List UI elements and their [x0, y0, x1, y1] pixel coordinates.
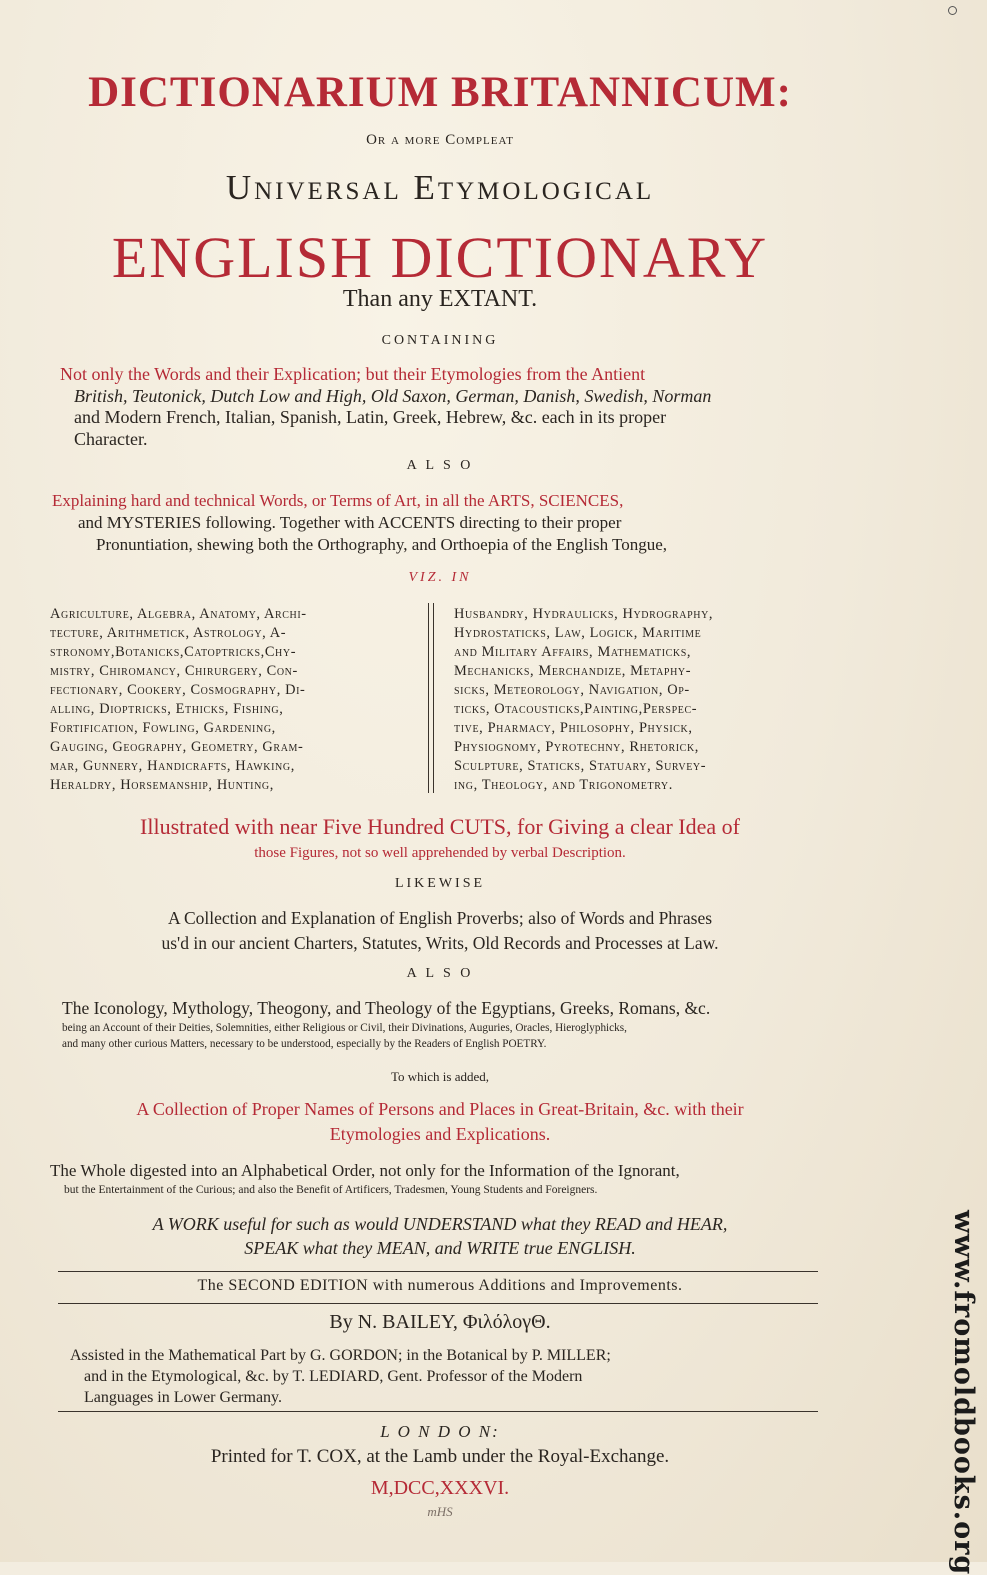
than-any-extant: Than any EXTANT. [342, 286, 538, 312]
proper-names-line: Etymologies and Explications. [329, 1124, 551, 1144]
author-text: By N. BAILEY, ΦιλόλογΘ. [329, 1311, 551, 1333]
subject-line: mar, Gunnery, Handicrafts, Hawking, [50, 758, 295, 774]
illustrated-subline: those Figures, not so well apprehended by verbal Description. [254, 845, 626, 861]
subject-line: Physiognomy, Pyrotechny, Rhetorick, [454, 739, 699, 755]
viz-in-heading: VIZ. IN [408, 570, 472, 585]
subtitle-or-more-compleat: Or a more Compleat [366, 132, 514, 148]
subject-line: Fortification, Fowling, Gardening, [50, 720, 276, 736]
main-title: ENGLISH DICTIONARY [111, 225, 769, 290]
alphabetical-line: but the Entertainment of the Curious; and also the Benefit of Artificers, Tradesmen, Young Students and Foreigners. [64, 1184, 598, 1196]
subject-line: mistry, Chiromancy, Chirurgery, Con- [50, 663, 298, 679]
assisted-paragraph [70, 1345, 820, 1408]
subject-line: Agriculture, Algebra, Anatomy, Archi- [50, 606, 307, 622]
proverbs-line: us'd in our ancient Charters, Statutes, Writs, Old Records and Processes at Law. [161, 933, 719, 953]
arts-paragraph [52, 490, 822, 556]
work-line: SPEAK what they MEAN, and WRITE true ENGLISH. [244, 1238, 636, 1258]
subject-line: ticks, Otacousticks,Painting,Perspec- [454, 701, 698, 717]
proper-names-line: A Collection of Proper Names of Persons and Places in Great-Britain, &c. with their [136, 1099, 744, 1119]
subject-line: and Military Affairs, Mathematicks, [454, 644, 692, 660]
subjects-left-column [50, 605, 420, 795]
contents-line: Character. [74, 428, 148, 449]
iconology-line: and many other curious Matters, necessary to be understood, especially by the Readers of English POETRY. [62, 1038, 547, 1050]
proverbs-line: A Collection and Explanation of English Proverbs; also of Words and Phrases [167, 908, 713, 928]
iconology-line: being an Account of their Deities, Solemnities, either Religious or Civil, their Divinations, Auguries, Oracles, Hieroglyphicks, [62, 1022, 627, 1034]
author-line [40, 1311, 840, 1334]
column-divider-right [433, 603, 434, 793]
iconology-paragraph [62, 996, 822, 1052]
alphabetical-paragraph [50, 1160, 830, 1198]
rule-above-imprint [58, 1411, 818, 1412]
illustrated-line: Illustrated with near Five Hundred CUTS, for Giving a clear Idea of [140, 814, 740, 839]
containing-heading: CONTAINING [381, 333, 499, 348]
subject-line: Hydrostaticks, Law, Logick, Maritime [454, 625, 702, 641]
also-heading-2: A L S O [406, 966, 474, 981]
subject-line: Sculpture, Staticks, Statuary, Survey- [454, 758, 707, 774]
subject-line: tecture, Arithmetick, Astrology, A- [50, 625, 287, 641]
assisted-line: Assisted in the Mathematical Part by G. GORDON; in the Botanical by P. MILLER; [70, 1347, 611, 1364]
contents-paragraph [60, 364, 820, 450]
subtitle-universal-etymological: Universal Etymological [225, 168, 655, 207]
subject-line: tive, Pharmacy, Philosophy, Physick, [454, 720, 693, 736]
edition-line: The SECOND EDITION with numerous Additions and Improvements. [197, 1277, 683, 1294]
proper-names-paragraph [40, 1097, 840, 1147]
proverbs-paragraph [40, 906, 840, 956]
subjects-right-column [454, 605, 814, 795]
subject-line: Heraldry, Horsemanship, Hunting, [50, 777, 274, 793]
alphabetical-line: The Whole digested into an Alphabetical Order, not only for the Information of the Ignorant, [50, 1161, 680, 1180]
contents-line: British, Teutonick, Dutch Low and High, Old Saxon, German, Danish, Swedish, Norman [74, 385, 712, 406]
book-title: DICTIONARIUM BRITANNICUM: [88, 69, 792, 116]
subject-line: stronomy,Botanicks,Catoptricks,Chy- [50, 644, 297, 660]
likewise-heading: LIKEWISE [394, 876, 486, 891]
work-paragraph [40, 1212, 840, 1260]
subject-line: Mechanicks, Merchandize, Metaphy- [454, 663, 692, 679]
contents-line: Not only the Words and their Explication; but their Etymologies from the Antient [60, 364, 646, 384]
rule-above-edition [58, 1271, 818, 1272]
contents-line: and Modern French, Italian, Spanish, Latin, Greek, Hebrew, &c. each in its proper [74, 407, 667, 427]
website-watermark: www.fromoldbooks.org [948, 1210, 979, 1575]
arts-line: and MYSTERIES following. Together with ACCENTS directing to their proper [78, 513, 622, 532]
to-which-is-added: To which is added, [390, 1069, 489, 1084]
arts-line: Pronuntiation, shewing both the Orthography, and Orthoepia of the English Tongue, [96, 535, 668, 554]
column-divider-left [428, 603, 429, 793]
subject-line: Husbandry, Hydraulicks, Hydrography, [454, 606, 714, 622]
subject-line: fectionary, Cookery, Cosmography, Di- [50, 682, 306, 698]
work-line: A WORK useful for such as would UNDERSTAND what they READ and HEAR, [152, 1214, 728, 1234]
assisted-line: and in the Etymological, &c. by T. LEDIARD, Gent. Professor of the Modern [84, 1368, 583, 1385]
subject-line: sicks, Meteorology, Navigation, Op- [454, 682, 690, 698]
imprint-date: M,DCC,XXXVI. [370, 1477, 510, 1499]
arts-line: Explaining hard and technical Words, or Terms of Art, in all the ARTS, SCIENCES, [52, 491, 624, 510]
handwritten-note: mHS [427, 1504, 453, 1519]
iconology-line: The Iconology, Mythology, Theogony, and Theology of the Egyptians, Greeks, Romans, &c. [62, 998, 711, 1018]
corner-mark [948, 6, 957, 15]
assisted-line: Languages in Lower Germany. [84, 1389, 282, 1406]
also-heading: A L S O [406, 458, 474, 473]
subject-line: ing, Theology, and Trigonometry. [454, 777, 673, 793]
subject-line: alling, Dioptricks, Ethicks, Fishing, [50, 701, 284, 717]
subject-line: Gauging, Geography, Geometry, Gram- [50, 739, 304, 755]
imprint-printer: Printed for T. COX, at the Lamb under the Royal-Exchange. [210, 1446, 670, 1467]
imprint-london: L O N D O N: [380, 1422, 500, 1441]
rule-below-edition [58, 1303, 818, 1304]
